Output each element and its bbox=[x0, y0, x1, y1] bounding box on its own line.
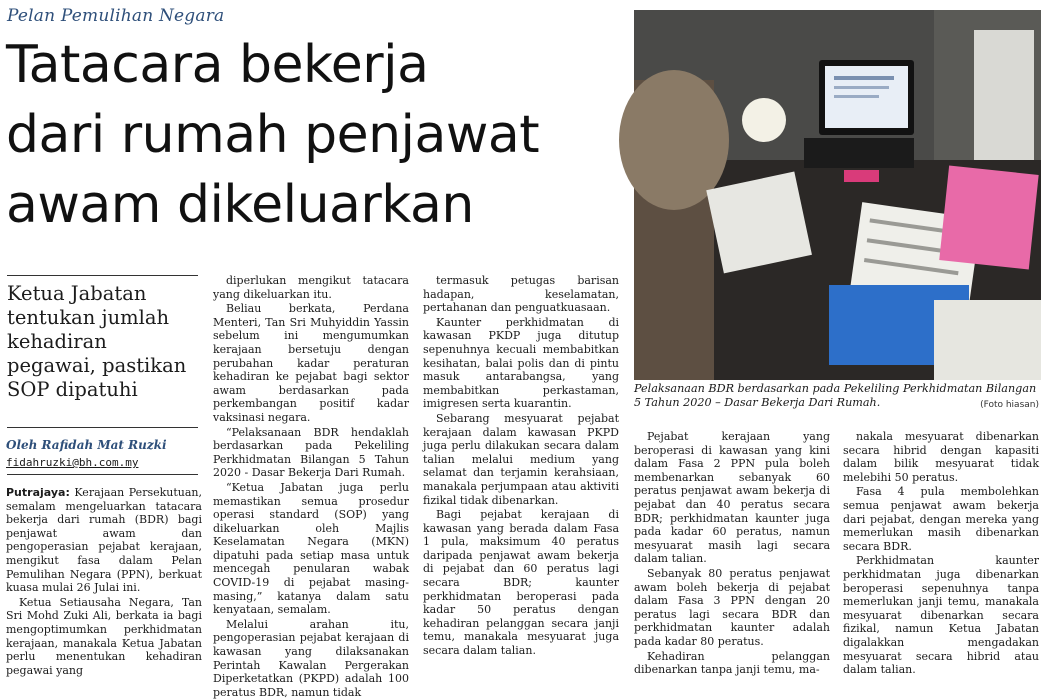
article-paragraph bbox=[843, 485, 1039, 553]
author-email-link[interactable]: fidahruzki@bh.com.my bbox=[6, 456, 139, 469]
paragraph-text: Beliau berkata, Perdana Menteri, Tan Sri Muhyiddin Yassin sebelum ini mengumumkan kerajaan bersetuju dengan perubahan kadar peraturan kehadiran ke pejabat bagi sektor awam berdasarkan pada perkembangan positif kadar vaksinasi negara. bbox=[213, 302, 409, 424]
paragraph-text: Kaunter perkhidmatan di kawasan PKDP juga ditutup sepenuhnya kecuali membabitkan kesihatan, balai polis dan di pintu masuk antarabangsa, yang membabitkan perkastaman, imigresen serta kuarantin. bbox=[423, 315, 619, 411]
article-paragraph bbox=[423, 274, 619, 315]
article-paragraph bbox=[213, 481, 409, 617]
paragraph-text: Kehadiran pelanggan dibenarkan tanpa janji temu, ma- bbox=[634, 649, 830, 677]
article-paragraph bbox=[843, 430, 1039, 484]
article-column-3 bbox=[423, 274, 619, 684]
byline-rule bbox=[7, 474, 198, 475]
article-paragraph bbox=[6, 596, 202, 678]
article-paragraph bbox=[634, 650, 830, 677]
photo-caption: Pelaksanaan BDR berdasarkan pada Pekeliling Perkhidmatan Bilangan 5 Tahun 2020 – Dasar Bekerja Dari Rumah. bbox=[634, 382, 1037, 409]
article-column-2 bbox=[213, 274, 409, 699]
headline-line: awam dikeluarkan bbox=[6, 175, 474, 235]
paragraph-text: termasuk petugas barisan hadapan, keselamatan, pertahanan dan penguatkuasaan. bbox=[423, 274, 619, 315]
article-paragraph bbox=[423, 316, 619, 411]
article-paragraph bbox=[634, 567, 830, 649]
paragraph-text: Ketua Setiausaha Negara, Tan Sri Mohd Zuki Ali, berkata ia bagi mengoptimumkan perkhidmatan kerajaan, manakala Ketua Jabatan perlu menentukan kehadiran pegawai yang bbox=[6, 595, 202, 677]
paragraph-text: Bagi pejabat kerajaan di kawasan yang berada dalam Fasa 1 pula, maksimum 40 peratus daripada penjawat awam bekerja di pejabat dan 60 peratus lagi secara BDR; kaunter perkhidmatan beroperasi pada kadar 50 peratus dengan kehadiran pelanggan secara janji temu, manakala mesyuarat juga secara dalam talian. bbox=[423, 508, 619, 658]
work-from-home-photo bbox=[634, 10, 1041, 380]
article-paragraph bbox=[423, 508, 619, 658]
article-paragraph bbox=[213, 302, 409, 424]
paragraph-text: Melalui arahan itu, pengoperasian pejabat kerajaan di kawasan yang dilaksanakan Perintah Kawalan Pergerakan Diperketatkan (PKPD) adalah 100 peratus BDR, namun tidak bbox=[213, 617, 409, 699]
byline: Oleh Rafidah Mat Ruzki bbox=[6, 438, 167, 452]
paragraph-text: Pejabat kerajaan yang beroperasi di kawasan yang kini dalam Fasa 2 PPN pula boleh membenarkan sebanyak 60 peratus penjawat awam bekerja di pejabat dan 40 peratus secara BDR; perkhidmatan kaunter juga pada kadar 60 peratus, namun mesyuarat masih lagi secara dalam talian. bbox=[634, 430, 830, 566]
article-paragraph bbox=[634, 430, 830, 566]
paragraph-text: nakala mesyuarat dibenarkan secara hibrid dengan kapasiti dalam bilik mesyuarat tidak melebihi 50 peratus. bbox=[843, 430, 1039, 484]
deck-bottom-rule bbox=[7, 427, 198, 428]
article-column-4 bbox=[634, 430, 830, 684]
paragraph-text: Perkhidmatan kaunter perkhidmatan juga dibenarkan beroperasi sepenuhnya tanpa memerlukan janji temu, manakala mesyuarat dibenarkan secara fizikal, namun Ketua Jabatan digalakkan mengadakan mesyuarat secara hibrid atau dalam talian. bbox=[843, 554, 1039, 677]
article-paragraph bbox=[843, 554, 1039, 676]
article-column-5 bbox=[843, 430, 1039, 684]
article-paragraph bbox=[6, 486, 202, 595]
article-paragraph bbox=[213, 618, 409, 699]
article-paragraph bbox=[213, 274, 409, 301]
paragraph-text: “Ketua Jabatan juga perlu memastikan semua prosedur operasi standard (SOP) yang dikeluarkan oleh Majlis Keselamatan Negara (MKN) dipatuhi pada setiap masa untuk mencegah penularan wabak COVID-19 di pejabat masing-masing,” katanya dalam satu kenyataan, semalam. bbox=[213, 480, 409, 617]
paragraph-text: “Pelaksanaan BDR hendaklah berdasarkan pada Pekeliling Perkhidmatan Bilangan 5 Tahun 2020 - Dasar Bekerja Dari Rumah. bbox=[213, 425, 409, 480]
paragraph-text: Kerajaan Persekutuan, semalam mengeluarkan tatacara bekerja dari rumah (BDR) bagi penjawat awam dan pengoperasian pejabat kerajaan, mengikut fasa dalam Pelan Pemulihan Negara (PPN), berkuat kuasa mulai 26 Julai ini. bbox=[6, 486, 202, 595]
dateline: Putrajaya: bbox=[6, 486, 70, 499]
section-kicker: Pelan Pemulihan Negara bbox=[7, 6, 225, 26]
article-column-1 bbox=[6, 486, 202, 684]
deck-top-rule bbox=[7, 275, 198, 276]
paragraph-text: diperlukan mengikut tatacara yang dikeluarkan itu. bbox=[213, 274, 409, 301]
paragraph-text: Sebarang mesyuarat pejabat kerajaan dalam kawasan PKPD juga perlu dilakukan secara dalam talian melalui medium yang selamat dan terjamin kerahsiaan, manakala perjumpaan atau aktiviti fizikal tidak dibenarkan. bbox=[423, 411, 619, 507]
photo-credit: (Foto hiasan) bbox=[980, 400, 1039, 410]
article-paragraph bbox=[423, 412, 619, 507]
headline-line: dari rumah penjawat bbox=[6, 105, 540, 165]
article-paragraph bbox=[213, 426, 409, 480]
paragraph-text: Fasa 4 pula membolehkan semua penjawat awam bekerja dari pejabat, dengan mereka yang memerlukan masih dibenarkan secara BDR. bbox=[843, 485, 1039, 553]
headline-line: Tatacara bekerja bbox=[6, 35, 429, 95]
deck-subheading: Ketua Jabatan tentukan jumlah kehadiran pegawai, pastikan SOP dipatuhi bbox=[7, 282, 187, 401]
headline bbox=[6, 30, 626, 240]
paragraph-text: Sebanyak 80 peratus penjawat awam boleh bekerja di pejabat dalam Fasa 3 PPN dengan 20 peratus lagi secara BDR dan perkhidmatan kaunter adalah pada kadar 80 peratus. bbox=[634, 566, 830, 648]
